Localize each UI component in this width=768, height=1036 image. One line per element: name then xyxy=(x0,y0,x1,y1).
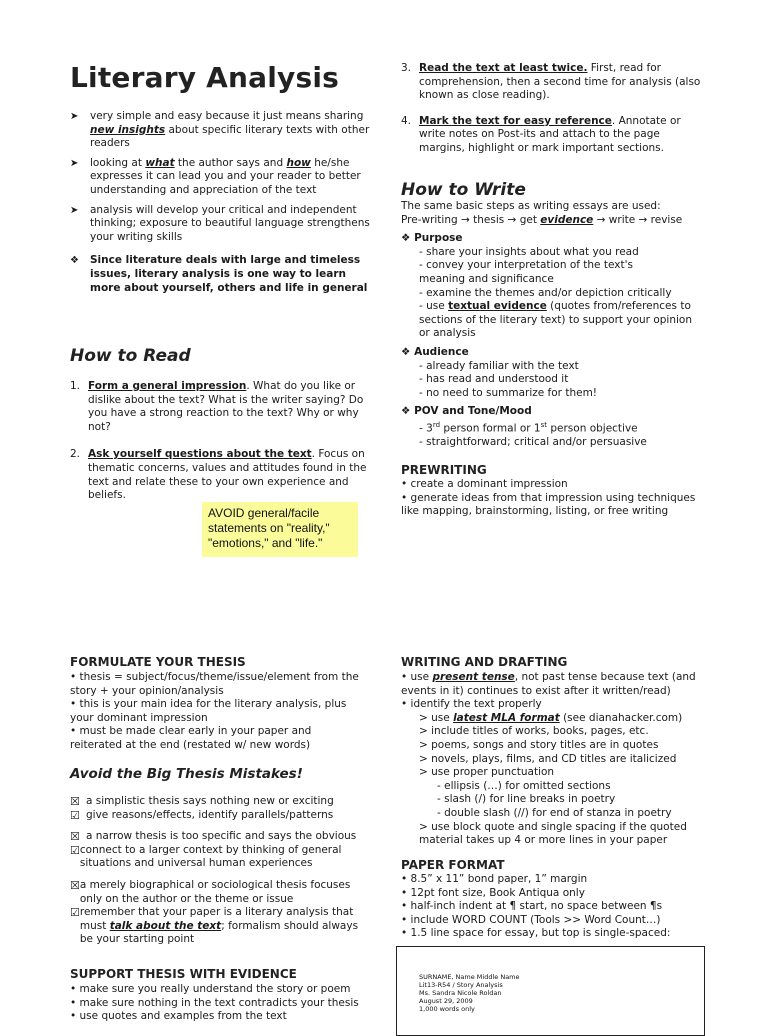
sample-line: 1,000 words only xyxy=(419,1005,475,1013)
intro-emphasis: what xyxy=(145,156,175,169)
step-title: Mark the text for easy reference xyxy=(419,114,612,127)
punctuation-item: - double slash (//) for end of stanza in poetry xyxy=(437,806,672,819)
checkbox-crossed-icon: ☒ xyxy=(70,795,80,808)
sample-header-text xyxy=(419,973,520,1013)
support-item: • use quotes and examples from the text xyxy=(70,1010,287,1023)
thesis-item: • thesis = subject/focus/theme/issue/element from the story + your opinion/analysis xyxy=(70,671,359,697)
step-number: 2. xyxy=(70,448,81,461)
step-text: . What do you like or dislike about the text? What is the writer saying? Do you have a strong reaction to the text? Why or why not? xyxy=(88,380,364,433)
intro-emphasis: new insights xyxy=(90,123,166,136)
purpose-item: - convey your interpretation of the text's meaning and significance xyxy=(419,259,633,285)
four-diamond-bullet-icon: ❖ xyxy=(401,345,411,358)
sample-line: SURNAME, Name Middle Name xyxy=(419,973,520,981)
sample-line: Lit13-R54 / Story Analysis xyxy=(419,981,503,989)
pov-item: - 3rd person formal or 1st person objective xyxy=(419,420,638,435)
read-step-1 xyxy=(70,380,368,434)
read-step-3 xyxy=(401,62,701,103)
mistake-3-bad: ☒ a merely biographical or sociological thesis focuses only on the author or the theme or issue xyxy=(70,878,351,905)
checkbox-checked-icon: ☑ xyxy=(70,843,80,857)
drafting-heading: WRITING AND DRAFTING xyxy=(401,655,568,669)
step-number: 3. xyxy=(401,62,412,74)
intro-text: very simple and easy because it just means sharing xyxy=(90,110,364,122)
pov-label: ❖ POV and Tone/Mood xyxy=(401,405,532,418)
intro-bullet-3 xyxy=(70,204,370,245)
paper-format-item: • include WORD COUNT (Tools >> Word Count…) xyxy=(401,913,661,926)
four-diamond-bullet-icon: ❖ xyxy=(70,255,79,267)
mistake-1-good: ☑ give reasons/effects, identify parallels/patterns xyxy=(70,808,334,822)
sample-line: August 29, 2009 xyxy=(419,997,473,1005)
audience-label: ❖ Audience xyxy=(401,345,469,358)
thesis-item: • must be made clear early in your paper and reiterated at the end (restated w/ new words) xyxy=(70,725,312,751)
sample-header-box xyxy=(396,946,705,1036)
present-tense-emphasis: present tense xyxy=(432,671,515,683)
paper-format-item: • 8.5” x 11” bond paper, 1” margin xyxy=(401,873,588,885)
drafting-item: • use present tense, not past tense because text (and events in it) continues to exist after it written/read) xyxy=(401,671,696,697)
paper-format-section xyxy=(401,873,706,941)
intro-text: looking at xyxy=(90,156,146,169)
support-section xyxy=(70,983,370,1024)
step-text: . Annotate or write notes on Post-its and attach to the page margins, highlight or mark important sections. xyxy=(419,114,681,154)
paper-format-heading: PAPER FORMAT xyxy=(401,858,505,872)
how-to-read-list xyxy=(70,380,368,503)
drafting-subitem: > use block quote and single spacing if the quoted material takes up 4 or more lines in your paper xyxy=(419,820,687,847)
step-text: . Focus on thematic concerns, values and attitudes found in the text and relate these to your own experience and beliefs. xyxy=(88,448,367,502)
intro-bullet-1 xyxy=(70,110,370,151)
checkbox-crossed-icon: ☒ xyxy=(70,878,80,892)
step-number: 4. xyxy=(401,114,412,127)
write-intro-line: The same basic steps as writing essays are used: xyxy=(401,200,661,212)
arrow-bullet-icon: ➤ xyxy=(70,157,79,169)
pov-item: - straightforward; critical and/or persuasive xyxy=(419,436,647,448)
paper-format-item: • half-inch indent at ¶ start, no space between ¶s xyxy=(401,900,663,913)
drafting-item: • identify the text properly xyxy=(401,698,542,711)
mistake-2-good: ☑ connect to a larger context by thinking of general situations and universal human experiences xyxy=(70,843,342,870)
drafting-subitem: > use latest MLA format (see dianahacker.com) xyxy=(419,711,683,724)
support-item: • make sure you really understand the story or poem xyxy=(70,983,351,995)
read-step-4 xyxy=(401,115,701,156)
arrow-bullet-icon: ➤ xyxy=(70,204,79,216)
intro-emphasis: how xyxy=(286,156,311,169)
drafting-section xyxy=(401,671,706,848)
thesis-section xyxy=(70,671,360,753)
audience-item: - already familiar with the text xyxy=(419,359,579,372)
arrow-bullet-icon: ➤ xyxy=(70,111,79,122)
intro-text: he/she expresses it can lead you and your reader to better understanding and appreciation of the text xyxy=(90,156,361,196)
prewriting-section xyxy=(401,478,703,519)
write-steps-line: Pre-writing → thesis → get evidence → write → revise xyxy=(401,213,683,226)
intro-section xyxy=(70,110,370,295)
punctuation-item: - slash (/) for line breaks in poetry xyxy=(437,793,616,806)
intro-text: analysis will develop your critical and independent thinking; exposure to beautiful language strengthens your writing skills xyxy=(90,203,370,243)
thesis-item: • this is your main idea for the literary analysis, plus your dominant impression xyxy=(70,698,347,724)
audience-item: - no need to summarize for them! xyxy=(419,386,598,399)
purpose-item: - examine the themes and/or depiction critically xyxy=(419,286,672,299)
prewriting-item: • generate ideas from that impression using techniques like mapping, brainstorming, listing, or free writing xyxy=(401,491,696,518)
support-heading: SUPPORT THESIS WITH EVIDENCE xyxy=(70,967,297,981)
mla-format-emphasis: latest MLA format xyxy=(453,711,560,724)
prewriting-heading: PREWRITING xyxy=(401,463,487,477)
step-text: First, read for comprehension, then a second time for analysis (also known as close reading). xyxy=(419,62,701,102)
step-title: Ask yourself questions about the text xyxy=(88,448,312,461)
step-number: 1. xyxy=(70,380,81,392)
purpose-label: ❖ Purpose xyxy=(401,232,463,245)
avoid-note-highlight: AVOID general/facile statements on "reality," "emotions," and "life." xyxy=(202,502,358,557)
four-diamond-bullet-icon: ❖ xyxy=(401,405,411,418)
drafting-subitem: > poems, songs and story titles are in quotes xyxy=(419,738,659,751)
how-to-read-list-cont xyxy=(401,62,701,156)
drafting-subitem: > include titles of works, books, pages, etc. xyxy=(419,725,649,738)
paper-format-item: • 12pt font size, Book Antiqua only xyxy=(401,886,585,899)
mistake-2-bad: ☒ a narrow thesis is too specific and says the obvious xyxy=(70,830,357,844)
paper-format-item: • 1.5 line space for essay, but top is single-spaced: xyxy=(401,927,671,940)
intro-bullet-2 xyxy=(70,157,370,198)
how-to-read-heading: How to Read xyxy=(70,346,191,366)
page-title: Literary Analysis xyxy=(70,61,340,94)
intro-text: the author says and xyxy=(174,156,287,169)
purpose-item: - share your insights about what you read xyxy=(419,245,639,258)
textual-evidence-emphasis: textual evidence xyxy=(448,300,547,313)
mistakes-heading: Avoid the Big Thesis Mistakes! xyxy=(70,766,303,782)
intro-bullet-4 xyxy=(70,254,370,295)
checkbox-crossed-icon: ☒ xyxy=(70,830,80,844)
prewriting-item: • create a dominant impression xyxy=(401,478,568,490)
purpose-item: - use textual evidence (quotes from/references to sections of the literary text) to support your opinion or analysis xyxy=(419,300,692,340)
intro-text-bold: Since literature deals with large and timeless issues, literary analysis is one way to learn more about yourself, others and life in general xyxy=(90,254,368,294)
step-title: Read the text at least twice. xyxy=(419,62,588,74)
checkbox-checked-icon: ☑ xyxy=(70,906,80,920)
checkbox-checked-icon: ☑ xyxy=(70,808,80,822)
drafting-subitem: > novels, plays, films, and CD titles are italicized xyxy=(419,752,677,765)
mistakes-section xyxy=(70,795,365,947)
four-diamond-bullet-icon: ❖ xyxy=(401,232,411,245)
how-to-write-heading: How to Write xyxy=(401,180,526,200)
audience-item: - has read and understood it xyxy=(419,373,569,386)
mistake-3-good: ☑ remember that your paper is a literary analysis that must talk about the text; formalism should always be your starting point xyxy=(70,906,359,946)
how-to-write-section xyxy=(401,200,706,450)
thesis-heading: FORMULATE YOUR THESIS xyxy=(70,655,246,669)
evidence-emphasis: evidence xyxy=(540,213,594,226)
punctuation-item: - ellipsis (…) for omitted sections xyxy=(437,779,611,792)
mistake-1-bad: ☒ a simplistic thesis says nothing new or exciting xyxy=(70,795,334,808)
intro-text: about specific literary texts with other readers xyxy=(90,123,370,150)
read-step-2 xyxy=(70,448,368,502)
drafting-subitem: > use proper punctuation xyxy=(419,766,555,779)
talk-about-text-emphasis: talk about the text xyxy=(109,919,222,932)
support-item: • make sure nothing in the text contradicts your thesis xyxy=(70,996,359,1009)
sample-line: Ms. Sandra Nicole Roldan xyxy=(419,989,502,997)
step-title: Form a general impression xyxy=(88,380,247,392)
